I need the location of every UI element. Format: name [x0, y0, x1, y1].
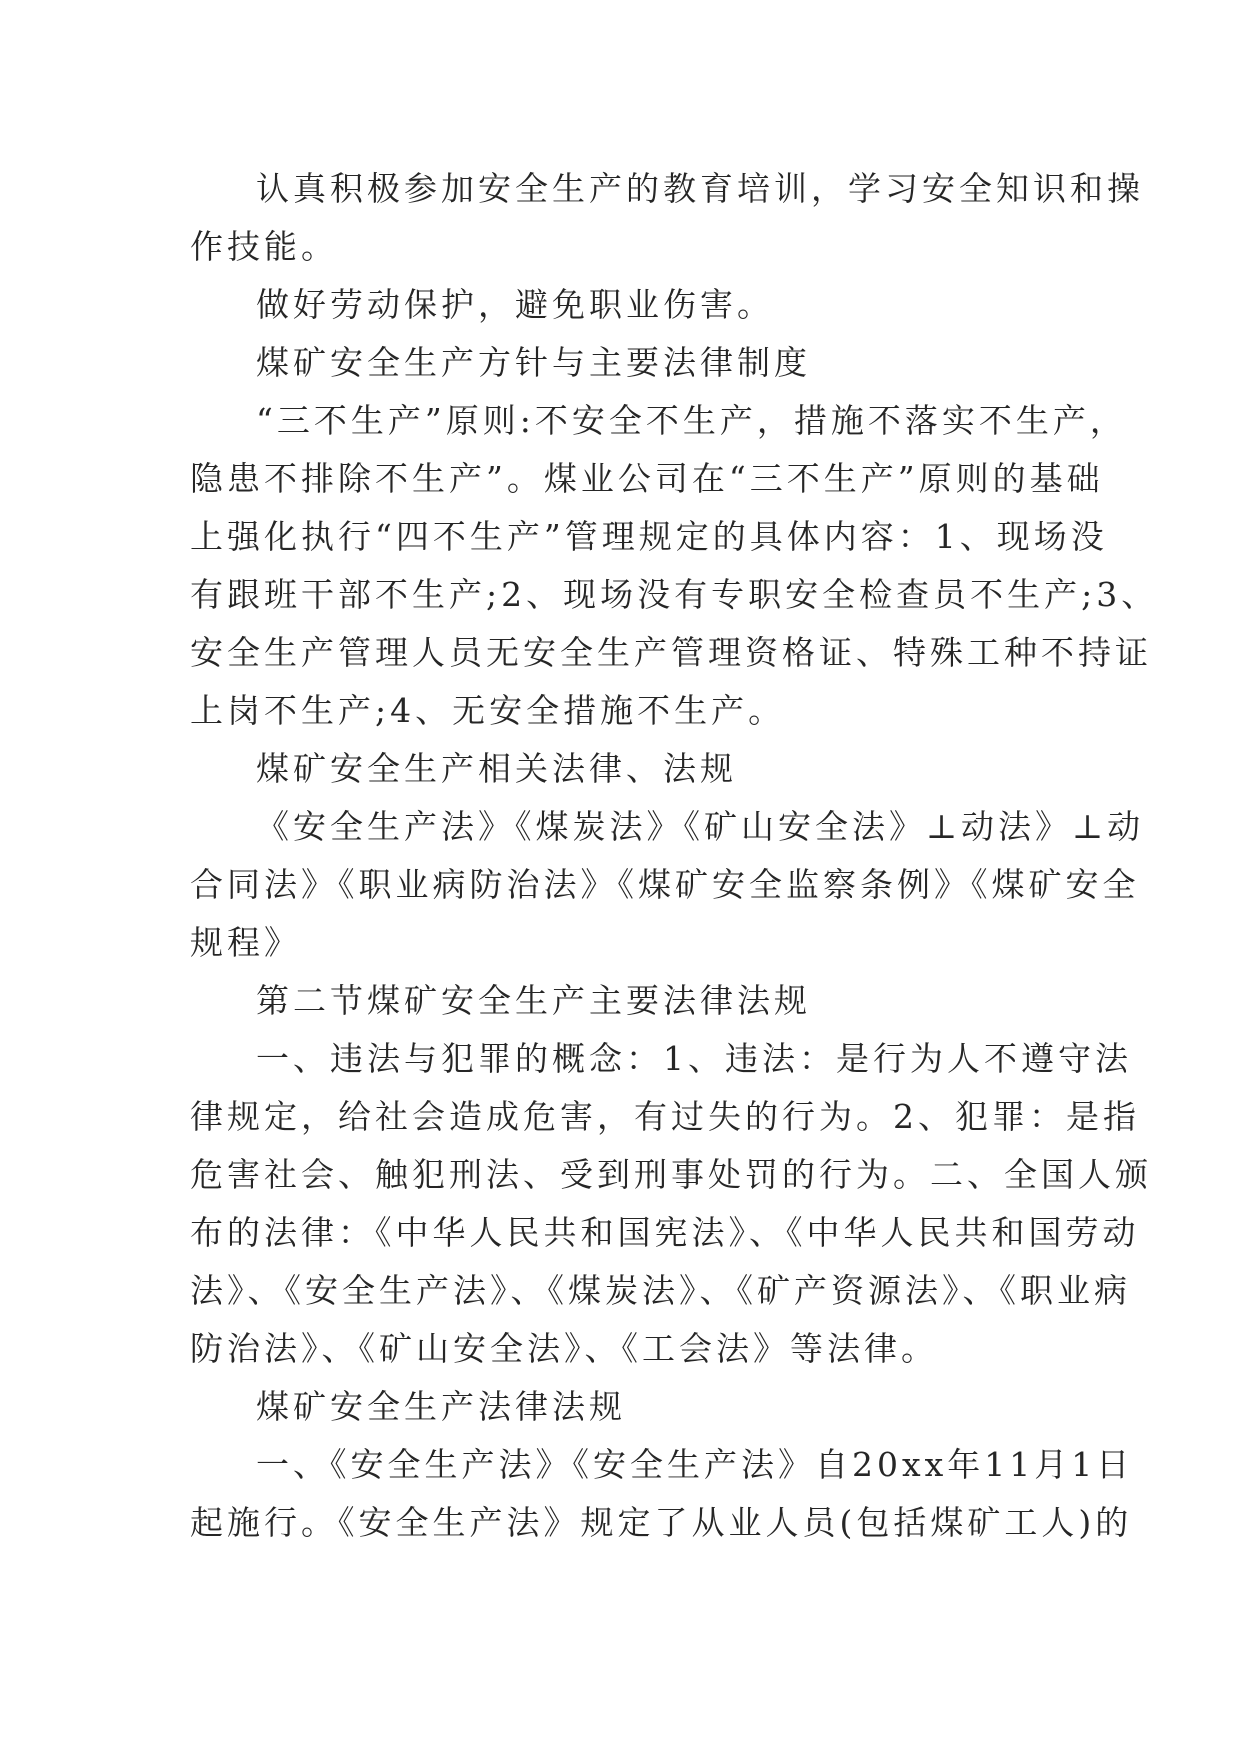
paragraph-line: 隐患不排除不生产”。煤业公司在“三不生产”原则的基础: [190, 459, 1104, 498]
paragraph: [190, 334, 1070, 392]
paragraph-line: 煤矿安全生产法律法规: [256, 1387, 626, 1426]
paragraph: [190, 1030, 1152, 1378]
paragraph-line: 规程》: [190, 923, 301, 962]
paragraph-line: 法》、《安全生产法》、《煤炭法》、《矿产资源法》、《职业病: [190, 1271, 1131, 1310]
paragraph: [190, 972, 1070, 1030]
paragraph-line: 上岗不生产;4、无安全措施不生产。: [190, 691, 786, 730]
paragraph-line: 有跟班干部不生产;2、现场没有专职安全检查员不生产;3、: [190, 575, 1159, 614]
paragraph: [190, 160, 1144, 276]
paragraph-line: 煤矿安全生产相关法律、法规: [256, 749, 737, 788]
paragraph: [190, 798, 1145, 972]
paragraph-line: 危害社会、触犯刑法、受到刑事处罚的行为。二、全国人颁: [190, 1155, 1152, 1194]
paragraph-line: 一、违法与犯罪的概念：1、违法：是行为人不遵守法: [256, 1039, 1132, 1078]
paragraph-line: 防治法》、《矿山安全法》、《工会法》等法律。: [190, 1329, 938, 1368]
paragraph-line: 作技能。: [190, 227, 338, 266]
paragraph: [190, 740, 1070, 798]
paragraph-line: 《安全生产法》《煤炭法》《矿山安全法》⊥动法》⊥动: [256, 807, 1145, 846]
paragraph-line: “三不生产”原则:不安全不生产，措施不落实不生产，: [256, 401, 1127, 440]
paragraph: [190, 1378, 1070, 1436]
paragraph-line: 煤矿安全生产方针与主要法律制度: [256, 343, 811, 382]
paragraph-line: 安全生产管理人员无安全生产管理资格证、特殊工种不持证: [190, 633, 1152, 672]
paragraph-line: 律规定，给社会造成危害，有过失的行为。2、犯罪：是指: [190, 1097, 1140, 1136]
paragraph-line: 第二节煤矿安全生产主要法律法规: [256, 981, 811, 1020]
document-body: [190, 160, 1159, 1552]
paragraph-line: 上强化执行“四不生产”管理规定的具体内容：1、现场没: [190, 517, 1108, 556]
paragraph-line: 起施行。《安全生产法》规定了从业人员(包括煤矿工人)的: [190, 1503, 1133, 1542]
paragraph-line: 做好劳动保护，避免职业伤害。: [256, 285, 774, 324]
paragraph-line: 布的法律：《中华人民共和国宪法》、《中华人民共和国劳动: [190, 1213, 1140, 1252]
paragraph: [190, 276, 1070, 334]
paragraph-line: 认真积极参加安全生产的教育培训，学习安全知识和操: [256, 169, 1144, 208]
paragraph: [190, 392, 1159, 740]
paragraph-line: 合同法》《职业病防治法》《煤矿安全监察条例》《煤矿安全: [190, 865, 1140, 904]
paragraph-line: 一、《安全生产法》《安全生产法》自20xx年11月1日: [256, 1445, 1134, 1484]
paragraph: [190, 1436, 1134, 1552]
